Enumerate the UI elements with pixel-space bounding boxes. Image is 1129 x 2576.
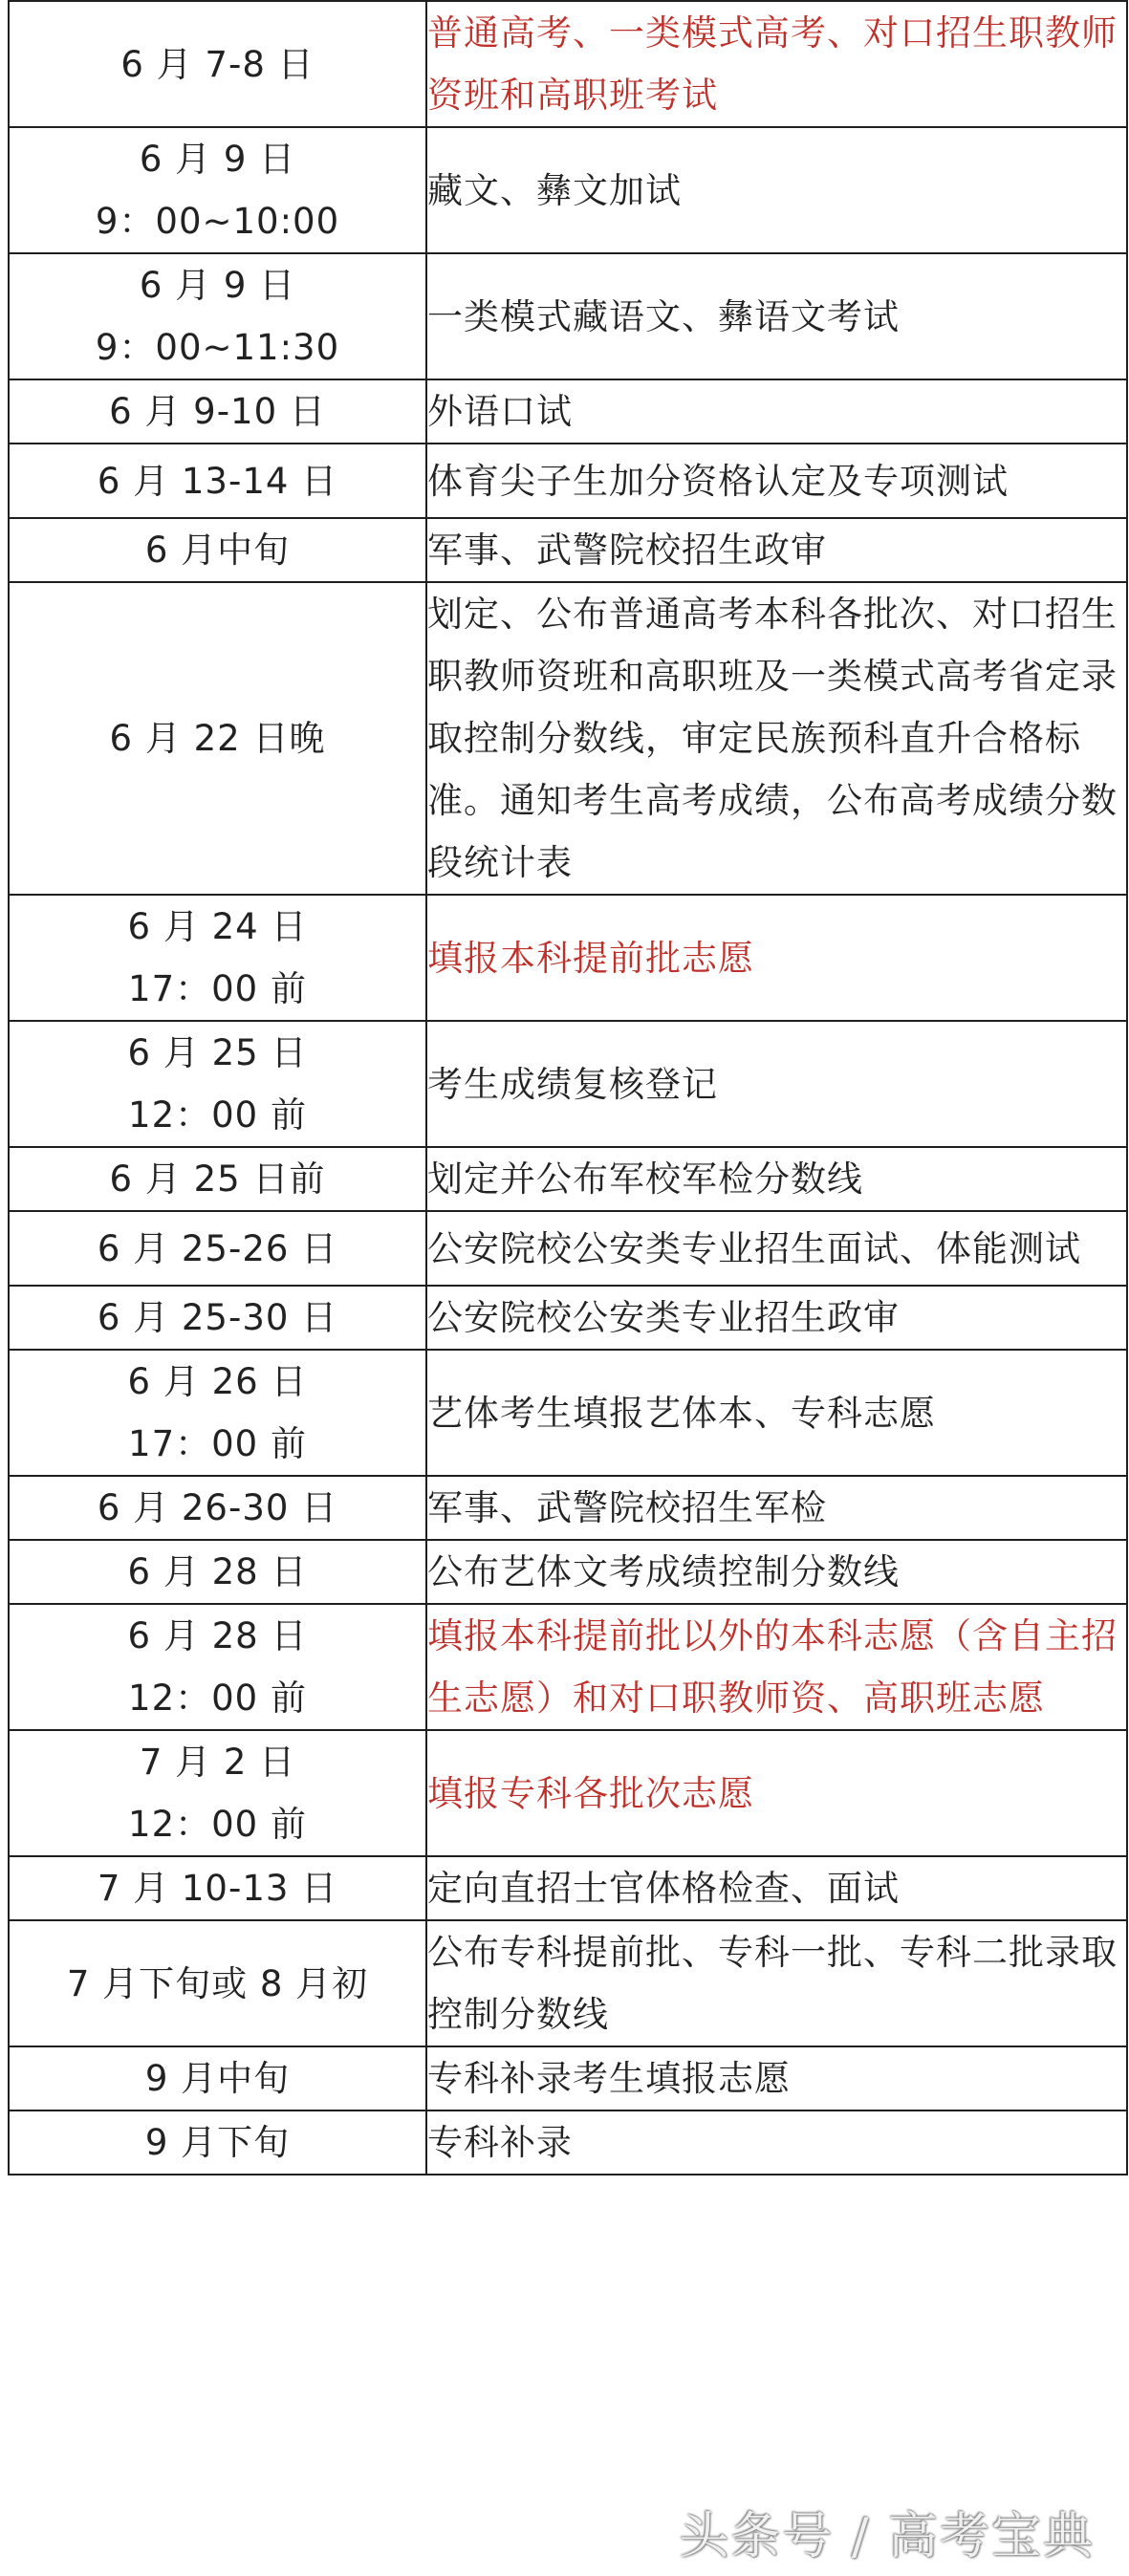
schedule-body (9, 1, 1127, 2175)
schedule-sheet (8, 0, 1122, 2176)
date-text: 6 月 25 日前 (109, 1158, 326, 1200)
date-text: 7 月下旬或 8 月初 (66, 1962, 369, 2004)
date-text: 6 月 22 日晚 (109, 718, 326, 759)
time-text: 9：00~10:00 (95, 201, 340, 242)
date-cell (9, 1476, 426, 1540)
time-text: 17：00 前 (128, 968, 307, 1009)
event-cell: 公安院校公安类专业招生政审 (426, 1286, 1127, 1350)
date-cell (9, 1730, 426, 1856)
table-row (9, 1021, 1127, 1147)
table-row (9, 1211, 1127, 1286)
event-cell: 填报本科提前批以外的本科志愿（含自主招生志愿）和对口职教师资、高职班志愿 (426, 1604, 1127, 1730)
date-text: 6 月 9-10 日 (109, 391, 326, 432)
table-row (9, 2046, 1127, 2111)
date-text: 6 月 26 日 (127, 1361, 308, 1402)
event-cell: 公布艺体文考成绩控制分数线 (426, 1540, 1127, 1604)
event-cell: 定向直招士官体格检查、面试 (426, 1856, 1127, 1920)
event-cell: 填报本科提前批志愿 (426, 895, 1127, 1021)
date-cell (9, 1604, 426, 1730)
table-row (9, 1604, 1127, 1730)
date-cell (9, 895, 426, 1021)
date-text: 6 月 26-30 日 (97, 1487, 338, 1528)
date-cell (9, 1286, 426, 1350)
event-cell: 藏文、彝文加试 (426, 127, 1127, 253)
time-text: 12：00 前 (128, 1678, 307, 1719)
date-cell (9, 253, 426, 379)
date-text: 6 月 25-26 日 (97, 1227, 338, 1269)
time-text: 12：00 前 (128, 1804, 307, 1845)
date-text: 6 月 25 日 (127, 1032, 308, 1073)
date-text: 7 月 10-13 日 (97, 1868, 338, 1909)
table-row (9, 379, 1127, 444)
date-cell (9, 444, 426, 518)
table-row (9, 1540, 1127, 1604)
table-row (9, 1350, 1127, 1476)
event-cell: 公布专科提前批、专科一批、专科二批录取控制分数线 (426, 1920, 1127, 2046)
table-row (9, 2111, 1127, 2175)
date-text: 6 月 9 日 (139, 265, 296, 306)
table-row (9, 1856, 1127, 1920)
event-cell: 划定、公布普通高考本科各批次、对口招生职教师资班和高职班及一类模式高考省定录取控制分数线，审定民族预科直升合格标准。通知考生高考成绩，公布高考成绩分数段统计表 (426, 582, 1127, 895)
date-cell (9, 1856, 426, 1920)
event-cell: 军事、武警院校招生政审 (426, 518, 1127, 582)
event-cell: 专科补录考生填报志愿 (426, 2046, 1127, 2111)
date-cell (9, 2111, 426, 2175)
date-text: 7 月 2 日 (139, 1742, 296, 1783)
date-cell (9, 1, 426, 127)
time-text: 9：00~11:30 (95, 327, 340, 368)
event-cell: 专科补录 (426, 2111, 1127, 2175)
table-row (9, 1476, 1127, 1540)
event-cell: 考生成绩复核登记 (426, 1021, 1127, 1147)
event-cell: 一类模式藏语文、彝语文考试 (426, 253, 1127, 379)
schedule-table (8, 0, 1128, 2176)
date-text: 6 月 9 日 (139, 139, 296, 180)
table-row (9, 127, 1127, 253)
date-cell (9, 1211, 426, 1286)
event-cell: 外语口试 (426, 379, 1127, 444)
table-row (9, 1730, 1127, 1856)
date-text: 9 月中旬 (144, 2058, 291, 2099)
date-cell (9, 379, 426, 444)
date-cell (9, 2046, 426, 2111)
table-row (9, 444, 1127, 518)
date-cell (9, 1540, 426, 1604)
date-text: 6 月 24 日 (127, 906, 308, 947)
date-cell (9, 1350, 426, 1476)
event-cell: 公安院校公安类专业招生面试、体能测试 (426, 1211, 1127, 1286)
table-row (9, 582, 1127, 895)
event-cell: 填报专科各批次志愿 (426, 1730, 1127, 1856)
date-text: 6 月中旬 (144, 530, 291, 571)
table-row (9, 1286, 1127, 1350)
table-row (9, 895, 1127, 1021)
date-cell (9, 1147, 426, 1211)
date-cell (9, 1920, 426, 2046)
source-watermark: 头条号 / 高考宝典 (679, 2508, 1095, 2565)
time-text: 12：00 前 (128, 1094, 307, 1136)
table-row (9, 1147, 1127, 1211)
date-cell (9, 1021, 426, 1147)
event-cell: 普通高考、一类模式高考、对口招生职教师资班和高职班考试 (426, 1, 1127, 127)
table-row (9, 1920, 1127, 2046)
date-cell (9, 582, 426, 895)
event-cell: 艺体考生填报艺体本、专科志愿 (426, 1350, 1127, 1476)
event-cell: 军事、武警院校招生军检 (426, 1476, 1127, 1540)
date-text: 9 月下旬 (144, 2122, 291, 2163)
date-cell (9, 127, 426, 253)
table-row (9, 518, 1127, 582)
table-row (9, 253, 1127, 379)
table-row (9, 1, 1127, 127)
date-cell (9, 518, 426, 582)
event-cell: 体育尖子生加分资格认定及专项测试 (426, 444, 1127, 518)
event-cell: 划定并公布军校军检分数线 (426, 1147, 1127, 1211)
date-text: 6 月 28 日 (127, 1615, 308, 1656)
date-text: 6 月 28 日 (127, 1551, 308, 1592)
date-text: 6 月 7-8 日 (120, 43, 315, 85)
date-text: 6 月 13-14 日 (97, 460, 338, 502)
date-text: 6 月 25-30 日 (97, 1297, 338, 1338)
time-text: 17：00 前 (128, 1423, 307, 1464)
